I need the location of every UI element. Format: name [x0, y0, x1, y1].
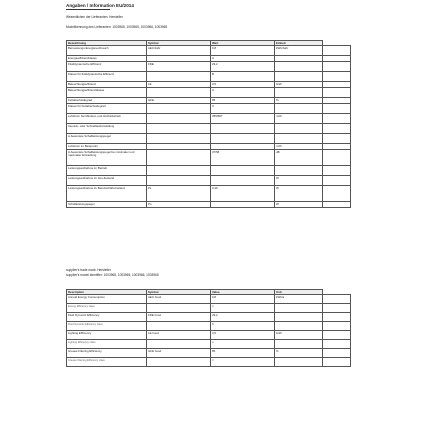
table-cell — [275, 134, 323, 144]
table-cell — [211, 202, 275, 208]
table-cell: Leistungsaufnahme im Bereitschaftszustand — [67, 186, 147, 202]
table-cell — [275, 313, 323, 322]
supplier-name-line: Wesentlichen der Lieferanten: Hersteller — [66, 15, 123, 19]
table-cell: Ps — [147, 186, 211, 202]
table-row — [67, 124, 351, 134]
table-cell: Grease Filtering Efficiency class — [67, 358, 147, 367]
table-cell — [323, 114, 351, 124]
table-cell: 355/587 — [211, 114, 275, 124]
table-cell — [323, 134, 351, 144]
table-cell — [147, 176, 211, 186]
table-cell: Intensiv- oder Schnelllaufeinstellung — [67, 124, 147, 134]
table-cell: C — [211, 104, 275, 114]
table-row — [67, 176, 351, 186]
table-cell — [211, 166, 275, 176]
table-cell: % — [275, 98, 323, 104]
table-cell: AEC/Jahr — [147, 46, 211, 56]
table-cell — [275, 340, 323, 349]
table-cell: A-bewertete Schallleistungspegel bei minimaler und maximaler Einstellung — [67, 150, 147, 166]
table-cell: A-bewertete Schallleistungspegel — [67, 134, 147, 144]
table-cell — [275, 62, 323, 72]
table-cell — [147, 304, 211, 313]
table-row — [67, 150, 351, 166]
column-header: Unit — [275, 290, 323, 295]
table-cell: m³/h — [275, 114, 323, 124]
table-cell — [323, 186, 351, 202]
table-cell: Energy Efficiency class — [67, 304, 147, 313]
table-cell: Beleuchtungseffizienz — [67, 82, 147, 88]
table-row — [67, 72, 351, 82]
table-cell: LE — [147, 82, 211, 88]
table-cell — [275, 88, 323, 98]
table-cell — [323, 331, 351, 340]
table-cell: W — [275, 176, 323, 186]
table-cell: 3,5 — [211, 331, 275, 340]
table-cell: Lighting Efficiency class — [67, 340, 147, 349]
table-cell: Luftstrom bei Mindest- und Höchstbetrieb — [67, 114, 147, 124]
table-cell: Grease Filtering Efficiency — [67, 349, 147, 358]
table-cell: A — [211, 56, 275, 62]
table-cell — [275, 124, 323, 134]
table-row — [67, 304, 351, 313]
document-header — [66, 3, 366, 29]
table-cell — [147, 134, 211, 144]
table-cell: Po — [147, 202, 211, 208]
column-header: Symbol — [147, 41, 211, 46]
table-cell: Beleuchtungseffizienzklasse — [67, 88, 147, 98]
table-cell — [323, 72, 351, 82]
table-cell: B — [211, 72, 275, 82]
table-cell: A — [211, 304, 275, 313]
table-cell: Fluiddynamische Effizienz — [67, 62, 147, 72]
table-row — [67, 313, 351, 322]
table-cell — [323, 104, 351, 114]
table-cell: Fluid Dynamic Efficiency class — [67, 322, 147, 331]
table-cell — [323, 202, 351, 208]
table-cell: m³/h — [275, 144, 323, 150]
table-cell: Schallleistungspegel — [67, 202, 147, 208]
table-cell: Luftstrom im Bestpunkt — [67, 144, 147, 150]
table-row — [67, 166, 351, 176]
table-cell: W — [275, 202, 323, 208]
table-row — [67, 202, 351, 208]
product-information-table-en — [66, 289, 351, 367]
table-cell — [323, 349, 351, 358]
table-cell — [147, 114, 211, 124]
table-cell — [323, 295, 351, 304]
column-header: Symbol — [147, 290, 211, 295]
table-cell — [323, 166, 351, 176]
table-cell: kWh/a — [275, 295, 323, 304]
column-header: Wert — [211, 41, 275, 46]
table-cell — [147, 124, 211, 134]
column-header: Value — [211, 290, 275, 295]
table-cell: A — [211, 88, 275, 98]
table-cell — [275, 72, 323, 82]
table-cell — [211, 176, 275, 186]
table-row — [67, 295, 351, 304]
table-cell — [147, 358, 211, 367]
table-cell — [323, 176, 351, 186]
table-cell: lx/W — [275, 331, 323, 340]
table-cell — [275, 304, 323, 313]
table-row — [67, 46, 351, 56]
table-cell — [275, 322, 323, 331]
table-cell — [323, 322, 351, 331]
table-cell: B — [211, 322, 275, 331]
column-header: Bezeichnung — [67, 41, 147, 46]
table-cell: 0,8 — [211, 46, 275, 56]
table-row — [67, 88, 351, 98]
table-cell: GFE hood — [147, 349, 211, 358]
table-cell — [147, 166, 211, 176]
table-cell — [323, 358, 351, 367]
table-cell — [147, 340, 211, 349]
table-cell — [323, 150, 351, 166]
table-cell: FDE — [147, 62, 211, 72]
table-cell — [147, 104, 211, 114]
table-cell: Energieeffizienzklasse — [67, 56, 147, 62]
supplier-model-line: supplier's model identifier: 1003965, 1003965, 1003966, 1003965 — [66, 272, 159, 277]
table-row — [67, 358, 351, 367]
table-cell: 29,2 — [211, 62, 275, 72]
table-cell: AEC hood — [147, 295, 211, 304]
table-cell: 85 — [211, 98, 275, 104]
table-cell: % — [275, 349, 323, 358]
section-two-header — [66, 268, 159, 277]
table-cell — [275, 104, 323, 114]
table-cell — [323, 304, 351, 313]
table-row — [67, 186, 351, 202]
table-cell: Leistungsaufnahme im Aus-Zustand — [67, 176, 147, 186]
table-cell: lx/W — [275, 82, 323, 88]
table-row — [67, 331, 351, 340]
column-header: Description — [67, 290, 147, 295]
supplier-trademark-line: supplier's trade mark: Hersteller — [66, 268, 111, 272]
table-cell — [211, 134, 275, 144]
table-cell: FDE hood — [147, 313, 211, 322]
table-cell: C — [211, 358, 275, 367]
table-cell: W — [275, 186, 323, 202]
table-cell: Leistungsaufnahme im Betrieb — [67, 166, 147, 176]
table-cell — [275, 166, 323, 176]
table-cell: Annual Energy Consumption — [67, 295, 147, 304]
table-cell: Fettabscheidegrad — [67, 98, 147, 104]
table-cell — [147, 150, 211, 166]
table-cell: Fluid Dynamic Efficiency — [67, 313, 147, 322]
table-cell: 0,8 — [211, 295, 275, 304]
table-cell — [211, 124, 275, 134]
table-cell: Bemessungs-Energieverbrauch — [67, 46, 147, 56]
table-cell: dB — [275, 150, 323, 166]
table-cell: A — [211, 340, 275, 349]
table-cell: 37/58 — [211, 150, 275, 166]
table-cell — [323, 62, 351, 72]
table-cell: kWh/Jahr — [275, 46, 323, 56]
table-cell: 29,2 — [211, 313, 275, 322]
table-cell: 85 — [211, 349, 275, 358]
table-row — [67, 340, 351, 349]
table-cell: LE hood — [147, 331, 211, 340]
table-cell — [323, 340, 351, 349]
table-row — [67, 114, 351, 124]
table-cell — [323, 88, 351, 98]
column-header: Einheit — [275, 41, 323, 46]
table-cell — [275, 358, 323, 367]
table-row — [67, 349, 351, 358]
table-row — [67, 322, 351, 331]
table-cell: Lighting Efficiency — [67, 331, 147, 340]
table-cell — [147, 322, 211, 331]
table-cell — [323, 46, 351, 56]
table-cell — [147, 88, 211, 98]
table-cell: GFE — [147, 98, 211, 104]
product-information-table-de — [66, 40, 351, 208]
table-cell: 0,49 — [211, 186, 275, 202]
table-cell: Klasse für fluiddynamische Effizienz — [67, 72, 147, 82]
table-row — [67, 134, 351, 144]
table-cell — [147, 72, 211, 82]
table-cell: 3,5 — [211, 82, 275, 88]
table-row — [67, 104, 351, 114]
table-cell: Klasse für Fettabscheidegrad — [67, 104, 147, 114]
table-cell — [323, 124, 351, 134]
document-title: Angaben / Information EU/2014 — [66, 3, 134, 8]
model-identifier-line: Modellkennung des Lieferanten: 1003965, 1003965, 1003966, 1003965 — [66, 24, 168, 29]
table-row — [67, 62, 351, 72]
table-cell — [323, 313, 351, 322]
